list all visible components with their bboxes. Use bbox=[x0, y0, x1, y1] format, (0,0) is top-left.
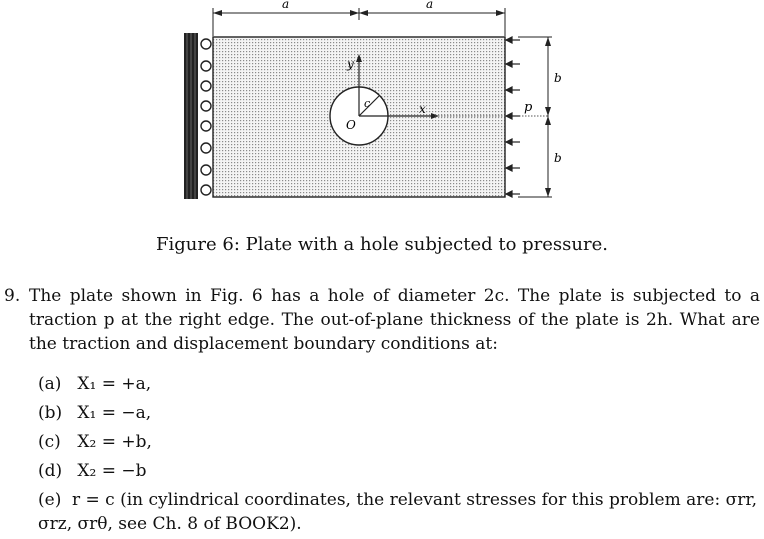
problem-text: The plate shown in Fig. 6 has a hole of diameter 2c. The plate is subjected to a traction p at the right edge. The out-of-plane thickness of the plate is 2h. What are the traction and displacement boundary conditions at: bbox=[29, 286, 760, 354]
problem-number: 9. bbox=[4, 286, 21, 306]
part-text: r = c (in cylindrical coordinates, the relevant stresses for this problem are: σrr, σrz, σrθ, see Ch. 8 of BOOK2). bbox=[38, 490, 757, 534]
dim-b-bottom: b bbox=[554, 151, 562, 165]
right-dimension bbox=[518, 37, 552, 197]
problem-statement bbox=[4, 284, 760, 356]
part-label: (d) bbox=[38, 461, 63, 481]
x-axis-label: x bbox=[419, 102, 426, 116]
part-label: (e) bbox=[38, 490, 62, 510]
part-c bbox=[38, 428, 760, 457]
dim-b-top: b bbox=[554, 71, 562, 85]
part-label: (a) bbox=[38, 374, 62, 394]
part-b bbox=[38, 399, 760, 428]
pressure-arrows bbox=[506, 37, 520, 197]
part-label: (c) bbox=[38, 432, 61, 452]
part-text: X₁ = +a, bbox=[77, 374, 152, 394]
dim-a-right: a bbox=[426, 0, 434, 11]
parts-list bbox=[38, 370, 760, 536]
part-text: X₂ = −b bbox=[77, 461, 147, 481]
part-d bbox=[38, 457, 760, 486]
part-label: (b) bbox=[38, 403, 63, 423]
radius-label: c bbox=[364, 97, 371, 110]
part-text: X₁ = −a, bbox=[77, 403, 152, 423]
part-text: X₂ = +b, bbox=[77, 432, 152, 452]
plate-figure bbox=[0, 0, 764, 232]
pressure-label: p bbox=[524, 100, 533, 115]
plate-diagram bbox=[0, 0, 764, 232]
dim-a-left: a bbox=[282, 0, 290, 11]
roller-supports bbox=[201, 39, 211, 195]
figure-caption: Figure 6: Plate with a hole subjected to pressure. bbox=[156, 234, 608, 255]
part-a bbox=[38, 370, 760, 399]
origin-label: O bbox=[346, 118, 356, 132]
y-axis-label: y bbox=[347, 57, 354, 71]
top-dimension bbox=[213, 8, 505, 36]
part-e bbox=[38, 488, 760, 536]
